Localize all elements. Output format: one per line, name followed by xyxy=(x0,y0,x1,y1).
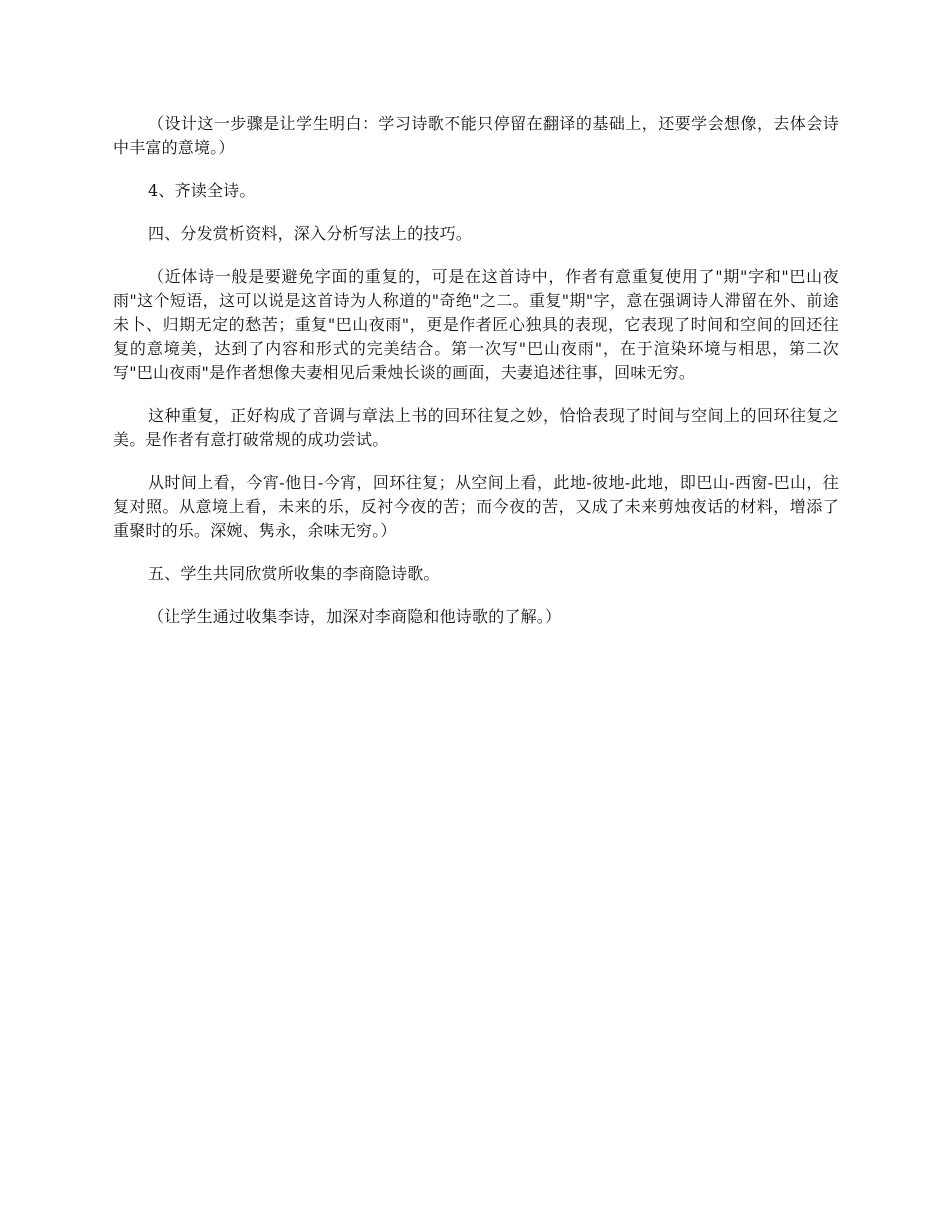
section-four-heading: 四、分发赏析资料，深入分析写法上的技巧。 xyxy=(148,224,473,243)
analysis-paragraph: （近体诗一般是要避免字面的重复的，可是在这首诗中，作者有意重复使用了"期"字和"巴山夜雨"这个短语，这可以说是这首诗为人称道的"奇绝"之二。重复"期"字，意在强调诗人滞留在外、前途未卜、归期无定的愁苦；重复"巴山夜雨"，更是作者匠心独具的表现，它表现了时间和空间的回还往复的意境美，达到了内容和形式的完美结合。第一次写"巴山夜雨"，在于渲染环境与相思，第二次写"巴山夜雨"是作者想像夫妻相见后秉烛长谈的画面，夫妻追述往事，回味无穷。 xyxy=(113,267,839,382)
closing-note-paragraph: （让学生通过收集李诗，加深对李商隐和他诗歌的了解。） xyxy=(148,607,562,626)
time-space-paragraph: 从时间上看，今宵-他日-今宵，回环往复；从空间上看，此地-彼地-此地，即巴山-西窗-巴山，往复对照。从意境上看，未来的乐，反衬今夜的苦；而今夜的苦，又成了未来剪烛夜话的材料，增添了重聚时的乐。深婉、隽永，余味无穷。） xyxy=(113,473,839,540)
section-five-heading: 五、学生共同欣赏所收集的李商隐诗歌。 xyxy=(148,564,440,583)
repetition-paragraph: 这种重复，正好构成了音调与章法上书的回环往复之妙，恰恰表现了时间与空间上的回环往复之美。是作者有意打破常规的成功尝试。 xyxy=(113,406,839,449)
step-read-aloud: 4、齐读全诗。 xyxy=(148,181,256,200)
design-note-paragraph: （设计这一步骤是让学生明白：学习诗歌不能只停留在翻译的基础上，还要学会想像，去体会诗中丰富的意境。） xyxy=(113,114,839,157)
document-page xyxy=(113,112,839,648)
